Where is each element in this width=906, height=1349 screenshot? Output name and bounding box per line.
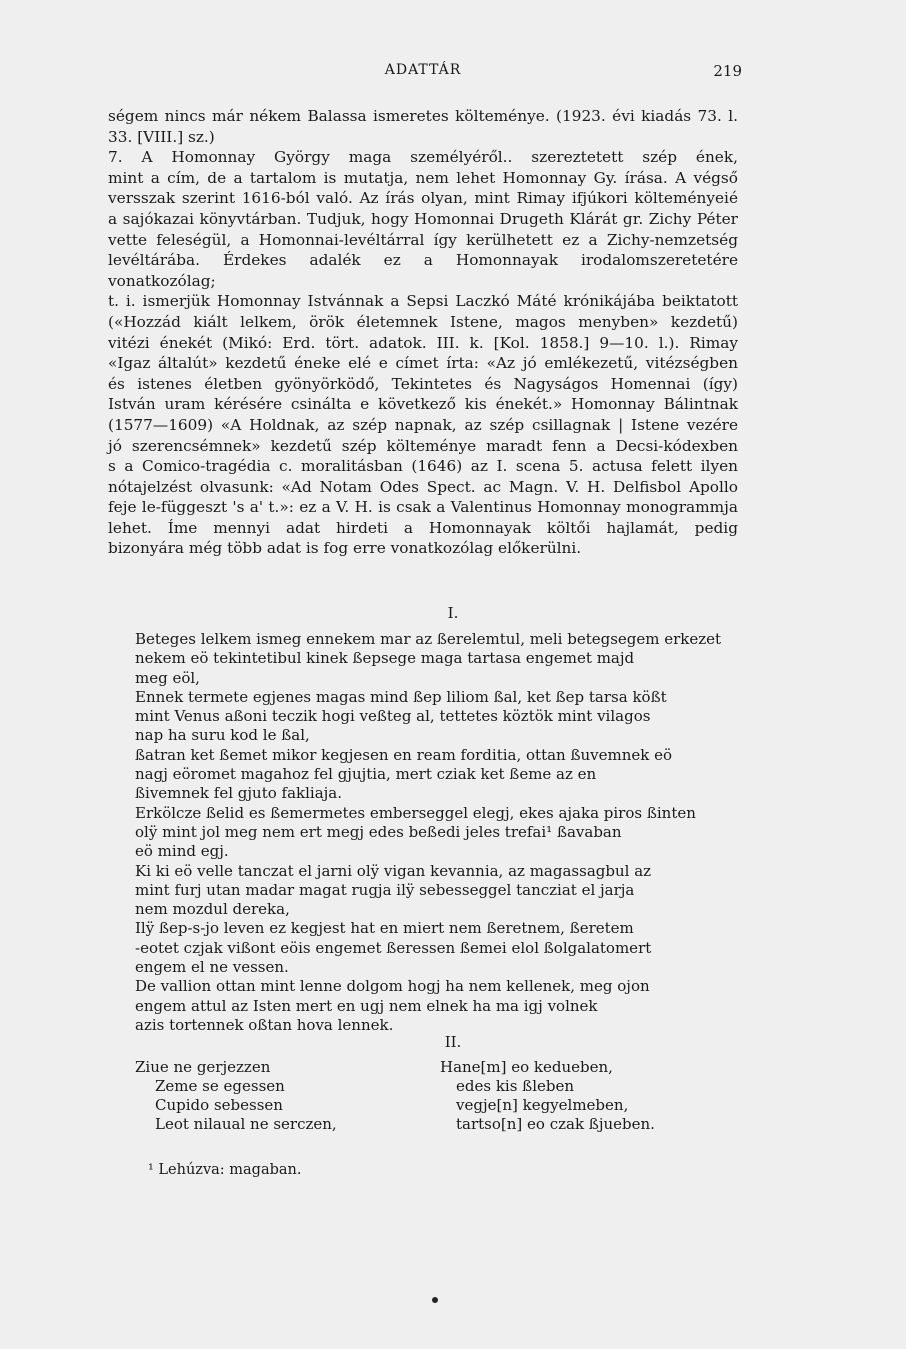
poem-line: tartso[n] eo czak ßjueben. — [456, 1115, 655, 1133]
poem-stanza — [135, 862, 740, 920]
text-line: feje le-függeszt 's a' t.»: ez a V. H. is csak a Valentinus Homonnay monogrammja — [108, 498, 738, 517]
poem-line: Beteges lelkem ismeg ennekem mar az ßerelemtul, meli betegsegem erkezet — [135, 630, 722, 648]
section-heading-1: I. — [447, 604, 459, 622]
poem-line: engem attul az Isten mert en ugj nem elnek ha ma igj volnek — [135, 996, 598, 1015]
text-line: s a Comico-tragédia c. moralitásban (1646) az I. scena 5. actusa felett ilyen — [108, 457, 738, 476]
text-line: bizonyára még több adat is fog erre vonatkozólag előkerülni. — [108, 539, 582, 558]
printer-dot — [432, 1297, 438, 1303]
poem-1 — [135, 630, 740, 1035]
running-header — [108, 62, 742, 86]
text-line: 7. A Homonnay György maga személyéről.. szereztetett szép ének, — [108, 148, 738, 167]
poem-line: ßivemnek fel gjuto fakliaja. — [135, 784, 343, 803]
poem-line: mint Venus aßoni teczik hogi veßteg al, tettetes köztök mint vilagos — [135, 707, 651, 726]
poem-line: engem el ne vessen. — [135, 958, 289, 977]
text-line: levéltárába. Érdekes adalék ez a Homonnayak irodalomszeretetére vonatkozólag; — [108, 251, 738, 290]
poem-stanza — [135, 746, 740, 804]
text-line: és istenes életben gyönyörködő, Tekintetes és Nagyságos Homennai (így) — [108, 374, 738, 393]
text-line: 33. [VIII.] sz.) — [108, 127, 215, 146]
text-line: t. i. ismerjük Homonnay Istvánnak a Sepsi Laczkó Máté krónikájába beiktatott — [108, 292, 738, 311]
poem-stanza — [135, 630, 740, 688]
text-line: «Igaz általút» kezdetű éneke elé e címet írta: «Az jó emlékezetű, vitézségben — [108, 354, 738, 373]
poem-line: Zeme se egessen — [155, 1077, 285, 1095]
poem-line: Hane[m] eo kedueben, — [440, 1058, 613, 1076]
poem-stanza — [135, 919, 740, 977]
poem-line: olÿ mint jol meg nem ert megj edes beßedi jeles trefai¹ ßavaban — [135, 822, 622, 841]
poem-line: nekem eö tekintetibul kinek ßepsege maga tartasa engemet majd — [135, 649, 635, 668]
poem-stanza — [135, 804, 740, 862]
text-line: ségem nincs már nékem Balassa ismeretes költeménye. (1923. évi kiadás 73. l. — [108, 107, 738, 125]
poem-2-right-column — [440, 1058, 655, 1134]
text-line: mint a cím, de a tartalom is mutatja, nem lehet Homonnay Gy. írása. A végső — [108, 168, 738, 187]
text-line: vette feleségül, a Homonnai-levéltárral így kerülhetett ez a Zichy-nemzetség — [108, 230, 738, 249]
text-line: vitézi énekét (Mikó: Erd. tört. adatok. III. k. [Kol. 1858.] 9—10. l.). Rimay — [108, 333, 738, 352]
poem-line: Erkölcze ßelid es ßemermetes emberseggel elegj, ekes ajaka piros ßinten — [135, 803, 696, 822]
text-line: versszak szerint 1616-ból való. Az írás olyan, mint Rimay ifjúkori költeményeié — [108, 189, 738, 208]
poem-stanza — [135, 977, 740, 1035]
text-line: a sajókazai könyvtárban. Tudjuk, hogy Homonnai Drugeth Klárát gr. Zichy Péter — [108, 209, 738, 228]
poem-line: Ilÿ ßep-s-jo leven ez kegjest hat en miert nem ßeretnem, ßeretem — [135, 919, 634, 938]
poem-line: nap ha suru kod le ßal, — [135, 726, 310, 745]
text-line: István uram kérésére csinálta e következő kis énekét.» Homonnay Bálintnak — [108, 395, 738, 414]
footnote: ¹ Lehúzva: magaban. — [148, 1162, 302, 1178]
text-line: lehet. Íme mennyi adat hirdeti a Homonnayak költői hajlamát, pedig — [108, 518, 738, 537]
page-number: 219 — [713, 62, 742, 80]
poem-line: edes kis ßleben — [456, 1077, 575, 1095]
poem-line: De vallion ottan mint lenne dolgom hogj ha nem kellenek, meg ojon — [135, 977, 650, 996]
text-line: nótajelzést olvasunk: «Ad Notam Odes Spect. ac Magn. V. H. Delfisbol Apollo — [108, 477, 738, 496]
poem-stanza — [135, 688, 740, 746]
section-heading-2: II. — [444, 1033, 462, 1051]
poem-line: nem mozdul dereka, — [135, 900, 290, 919]
poem-line: azis tortennek oßtan hova lennek. — [135, 1015, 394, 1034]
header-title: ADATTÁR — [384, 62, 462, 78]
poem-line: Cupido sebessen — [155, 1096, 283, 1114]
poem-line: vegje[n] kegyelmeben, — [456, 1096, 629, 1114]
text-line: («Hozzád kiált lelkem, örök életemnek Istene, magos menyben» kezdetű) — [108, 312, 738, 331]
poem-2-left-column — [135, 1058, 337, 1134]
poem-line: -eotet czjak vißont eöis engemet ßeressen ßemei elol ßolgalatomert — [135, 938, 652, 957]
poem-line: Leot nilaual ne serczen, — [155, 1115, 337, 1133]
poem-line: meg eöl, — [135, 668, 200, 687]
poem-line: eö mind egj. — [135, 842, 229, 861]
poem-line: Ki ki eö velle tanczat el jarni olÿ vigan kevannia, az magassagbul az — [135, 861, 652, 880]
text-line: (1577—1609) «A Holdnak, az szép napnak, az szép csillagnak | Istene vezére — [108, 415, 738, 434]
intro-paragraph — [108, 106, 738, 559]
text-line: jó szerencsémnek» kezdetű szép költeménye maradt fenn a Decsi-kódexben — [108, 436, 738, 455]
poem-line: Ziue ne gerjezzen — [135, 1058, 271, 1076]
poem-line: nagj eöromet magahoz fel gjujtia, mert cziak ket ßeme az en — [135, 765, 597, 784]
poem-line: Ennek termete egjenes magas mind ßep liliom ßal, ket ßep tarsa kößt — [135, 687, 667, 706]
poem-line: ßatran ket ßemet mikor kegjesen en ream forditia, ottan ßuvemnek eö — [135, 745, 673, 764]
poem-line: mint furj utan madar magat rugja ilÿ sebesseggel tancziat el jarja — [135, 880, 635, 899]
